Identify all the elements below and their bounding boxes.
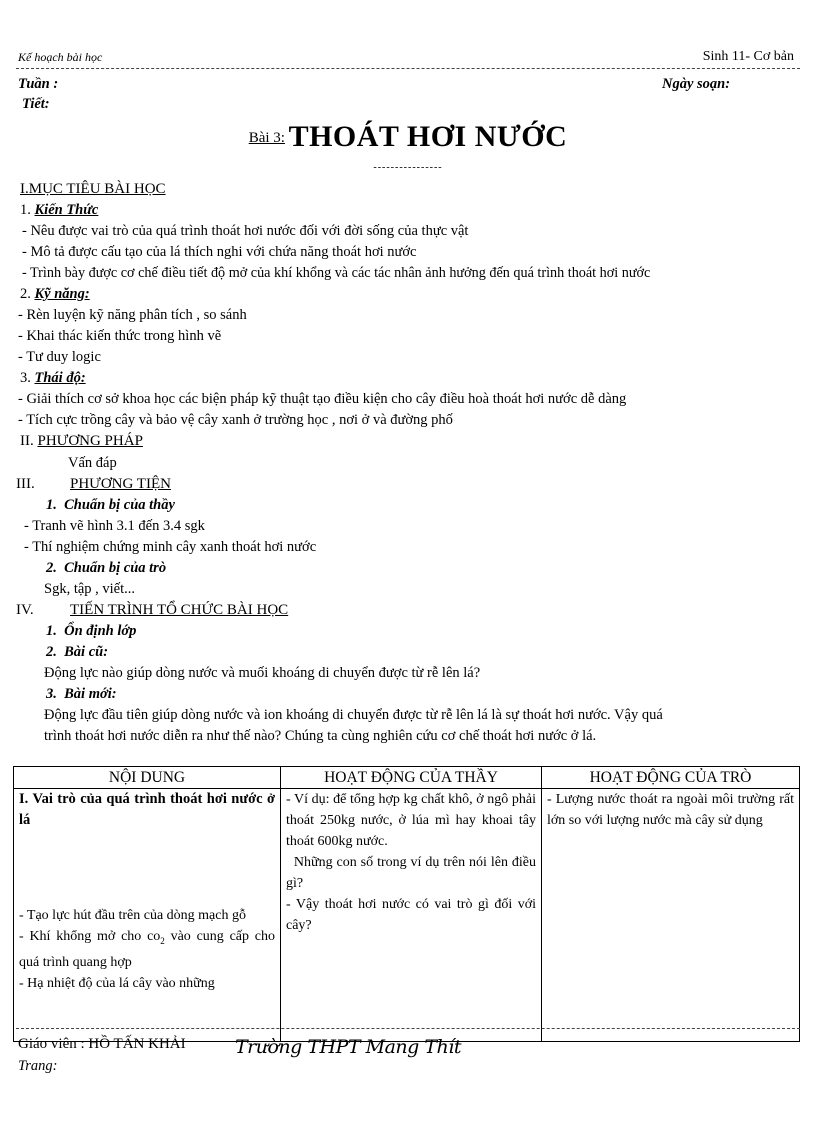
process-num: IV.	[16, 602, 34, 618]
teacher-prep-heading	[46, 497, 175, 514]
knowledge-title: Kiến Thức	[34, 202, 99, 218]
content-item: - Hạ nhiệt độ của lá cây vào những	[19, 975, 215, 991]
student-prep-heading	[46, 560, 166, 577]
header-content: NỘI DUNG	[14, 767, 281, 789]
objectives-heading: I.MỤC TIÊU BÀI HỌC	[20, 181, 166, 197]
title-prefix: Bài 3:	[248, 130, 285, 146]
week-label: Tuần :	[18, 76, 59, 92]
teacher-item: - Ví dụ: để tổng hợp kg chất khô, ở ngô phải thoát 250kg nước, ở lúa mì hay khoai tây thoát 600kg nước.	[286, 792, 536, 849]
step3-text-line2: trình thoát hơi nước diễn ra như thế nào? Chúng ta cùng nghiên cứu cơ chế thoát hơi nước ở lá.	[44, 728, 597, 744]
page-title	[0, 120, 816, 154]
step2-text: Động lực nào giúp dòng nước và muối khoáng di chuyển được từ rễ lên lá?	[44, 665, 481, 681]
step2-num: 2.	[46, 644, 57, 660]
content-heading: I. Vai trò của quá trình thoát hơi nước ở lá	[19, 791, 275, 828]
student-prep-text: Sgk, tập , viết...	[44, 581, 136, 597]
attitude-title: Thái độ:	[34, 370, 86, 386]
student-item: - Lượng nước thoát ra ngoài môi trường rất lớn so với lượng nước mà cây sử dụng	[547, 792, 794, 828]
content-cell	[14, 789, 281, 1042]
header-teacher: HOẠT ĐỘNG CỦA THẦY	[281, 767, 542, 789]
knowledge-item: - Mô tả được cấu tạo của lá thích nghi với chứa năng thoát hơi nước	[22, 244, 417, 260]
student-prep-num: 2.	[46, 560, 57, 576]
means-heading: PHƯƠNG TIỆN	[70, 476, 171, 492]
page-label: Trang:	[18, 1058, 58, 1074]
teacher-prep-num: 1.	[46, 497, 57, 513]
attitude-heading	[20, 370, 86, 387]
content-item: - Tạo lực hút đầu trên của dòng mạch gỗ	[19, 908, 246, 923]
step2-title: Bài cũ:	[64, 644, 109, 660]
skills-item: - Rèn luyện kỹ năng phân tích , so sánh	[18, 307, 247, 323]
title-main: THOÁT HƠI NƯỚC	[288, 120, 568, 153]
process-heading: TIẾN TRÌNH TỔ CHỨC BÀI HỌC	[70, 602, 289, 618]
header-left: Kế hoạch bài học	[18, 50, 103, 64]
header-divider	[16, 68, 800, 69]
step2-heading	[46, 644, 108, 661]
teacher-cell	[281, 789, 542, 1042]
co2-subscript: 2	[160, 935, 165, 946]
co2-text-a: - Khí khổng mở cho co	[19, 929, 161, 944]
skills-num: 2.	[20, 286, 31, 302]
lesson-label: Tiết:	[22, 96, 50, 112]
skills-item: - Khai thác kiến thức trong hình vẽ	[18, 328, 222, 344]
student-cell	[542, 789, 800, 1042]
teacher-item: - Vậy thoát hơi nước có vai trò gì đối với cây?	[286, 897, 536, 933]
skills-item: - Tư duy logic	[18, 349, 101, 365]
step1-title: Ổn định lớp	[64, 623, 137, 639]
teacher-prep-item: - Thí nghiệm chứng minh cây xanh thoát hơi nước	[24, 539, 317, 555]
co2-text-b: vào cung cấp cho quá trình quang hợp	[19, 929, 275, 970]
table-row	[14, 789, 800, 1042]
skills-title: Kỹ năng:	[34, 286, 90, 302]
header-right: Sinh 11- Cơ bản	[702, 49, 794, 64]
knowledge-item: - Nêu được vai trò của quá trình thoát hơi nước đối với đời sống của thực vật	[22, 223, 469, 239]
step3-heading	[46, 686, 117, 703]
method-heading	[20, 433, 143, 450]
knowledge-num: 1.	[20, 202, 31, 218]
title-divider: ----------------	[373, 162, 443, 173]
table-header-row	[14, 767, 800, 789]
header-student: HOẠT ĐỘNG CỦA TRÒ	[542, 767, 800, 789]
step1-heading	[46, 623, 136, 640]
method-title: PHƯƠNG PHÁP	[37, 433, 143, 449]
step3-num: 3.	[46, 686, 57, 702]
footer-divider	[16, 1028, 800, 1029]
attitude-item: - Giải thích cơ sở khoa học các biện pháp kỹ thuật tạo điều kiện cho cây điều hoà thoát hơi nước dễ dàng	[18, 391, 627, 407]
skills-heading	[20, 286, 90, 303]
knowledge-heading	[20, 202, 98, 219]
method-text: Vấn đáp	[68, 455, 117, 471]
teacher-item: Những con số trong ví dụ trên nói lên điều gì?	[286, 855, 540, 891]
knowledge-item: - Trình bày được cơ chế điều tiết độ mở của khí khổng và các tác nhân ảnh hưởng đến quá trình thoát hơi nước	[22, 265, 651, 281]
school-signature: Trường THPT Mang Thít	[235, 1036, 461, 1058]
step1-num: 1.	[46, 623, 57, 639]
student-prep-title: Chuẩn bị của trò	[64, 560, 167, 576]
attitude-item: - Tích cực trồng cây và bảo vệ cây xanh ở trường học , nơi ở và đường phố	[18, 412, 453, 428]
step3-text-line1: Động lực đầu tiên giúp dòng nước và ion khoáng di chuyển được từ rễ lên lá là sự thoát hơi nước. Vậy quá	[44, 707, 663, 723]
step3-title: Bài mới:	[64, 686, 117, 702]
teacher-prep-title: Chuẩn bị của thầy	[64, 497, 175, 513]
attitude-num: 3.	[20, 370, 31, 386]
means-num: III.	[16, 476, 35, 492]
date-label: Ngày soạn:	[662, 76, 731, 92]
content-item-co2	[19, 926, 275, 973]
teacher-name: Giáo viên : HỒ TẤN KHẢI	[18, 1036, 186, 1052]
method-num: II.	[20, 433, 34, 449]
lesson-table	[13, 766, 800, 1042]
teacher-prep-item: - Tranh vẽ hình 3.1 đến 3.4 sgk	[24, 518, 205, 534]
